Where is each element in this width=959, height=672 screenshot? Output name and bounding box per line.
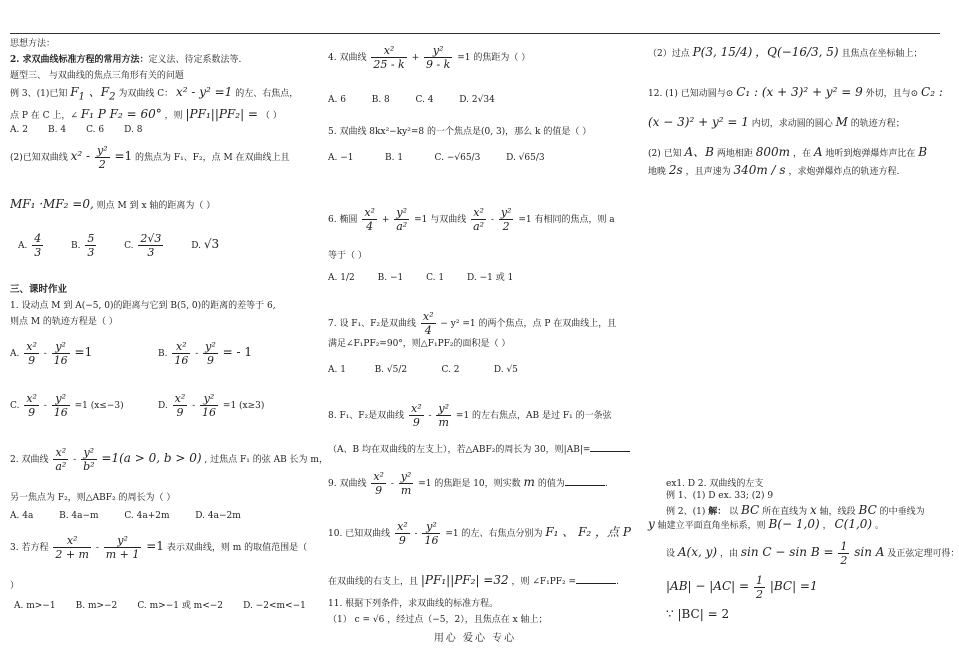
section-heading: 三、课时作业 (10, 284, 68, 295)
text-line: ） (10, 581, 20, 591)
text-line: 2. 双曲线 $\frac{\text{x²}}{\text{a²}}$ - $\frac{\text{y²}}{\text{b²}}$ =1(a > 0, b > 0) , 过焦点 F₁ 的弦 AB 长为 m， (10, 446, 328, 473)
text-line: (2) 已知 A、B 两地相距 800m ，在 A 地听到炮弹爆炸声比在 B (648, 145, 928, 159)
text-line: 1. 设动点 M 到 A(−5, 0)的距离与它到 B(5, 0)的距离的差等于 6, (10, 301, 276, 311)
text-line: 10. 已知双曲线 $\frac{\text{x²}}{9}$ - $\frac{\text{y²}}{16}$ =1 的左、右焦点分别为 F₁ 、 F₂ ，点 P (328, 520, 631, 547)
options-row: A. m>−1 B. m>−2 C. m>−1 或 m<−2 D. −2<m<−1 (14, 601, 306, 611)
text-line: 5. 双曲线 8kx²−ky²=8 的一个焦点是(0, 3)，那么 k 的值是（ ） (328, 127, 592, 137)
option: C. $\frac{\text{x²}}{9}$ - $\frac{\text{y²}}{16}$ =1 (x≤−3) (10, 392, 124, 419)
text-line: 4. 双曲线 $\frac{\text{x²}}{25 - k}$ + $\frac{\text{y²}}{9 - k}$ =1 的焦距为（ ） (328, 44, 531, 71)
text-line: 另一焦点为 F₂，则△ABF₂ 的周长为（ ） (10, 493, 176, 503)
options-row: A. 1 B. √5/2 C. 2 D. √5 (328, 365, 518, 375)
answer-line: ex1. D 2. 双曲线的左支 (666, 479, 764, 489)
text-line: 3. 若方程 $\frac{\text{x²}}{2 + m}$ - $\frac{\text{y²}}{m + 1}$ =1 表示双曲线，则 m 的取值范围是（ (10, 534, 308, 561)
text-line: 则点 M 的轨迹方程是（ ） (10, 317, 118, 327)
text-line: 11. 根据下列条件，求双曲线的标准方程。 (328, 599, 499, 609)
text-line: 地晚 2s ，且声速为 340m / s ，求炮弹爆炸点的轨迹方程. (648, 163, 900, 177)
text-line: (2)已知双曲线 x² - $\frac{\text{y²}}{2}$ =1 的焦点为 F₁、F₂，点 M 在双曲线上且 (10, 144, 290, 171)
footer: 用心 爱心 专心 (433, 633, 517, 644)
section-heading: 题型三、 与双曲线的焦点三角形有关的问题 (10, 71, 184, 81)
options-row: A. $\frac{4}{3}$ B. $\frac{5}{3}$ C. $\frac{2√3}{3}$ D. √3 (18, 232, 220, 259)
option: B. $\frac{\text{x²}}{16}$ - $\frac{\text{y²}}{9}$ = - 1 (158, 340, 252, 367)
options-row: A. 1/2 B. −1 C. 1 D. −1 或 1 (328, 273, 514, 283)
answer-line: ∵ |BC| = 2 (666, 607, 730, 621)
options-row: A. 2 B. 4 C. 6 D. 8 (10, 125, 143, 135)
fraction: $\frac{\text{y²}}{2}$ (96, 144, 108, 171)
text-line: 例 3、(1)已知 $F_1$ 、$F_2$ 为双曲线 C： x² - y² =1 的左、右焦点， (10, 85, 299, 103)
text-line: 点 P 在 C 上，∠ F₁ P F₂ = 60° ，则 |PF₁||PF₂| = （ ） (10, 107, 282, 121)
text-line: 12. (1) 已知动圆与⊙ C₁ : (x + 3)² + y² = 9 外切，且与⊙ C₂ : (648, 85, 943, 99)
text-line: 思想方法： (10, 39, 56, 49)
text-line: （1） c = √6 ，经过点（−5，2），且焦点在 x 轴上； (328, 615, 548, 625)
options-row: A. 6 B. 8 C. 4 D. 2√34 (328, 95, 495, 105)
answer-line: |AB| − |AC| = $\frac{1}{2}$ |BC| =1 (666, 574, 818, 601)
text-line: MF₁ ·MF₂ =0, 则点 M 到 x 轴的距离为（ ） (10, 197, 216, 211)
text-line: 在双曲线的右支上，且 |PF₁||PF₂| =32 ，则 ∠F₁PF₂ = . (328, 573, 619, 587)
text-line: （A、B 均在双曲线的左支上），若△ABF₂的周长为 30，则|AB|= (328, 444, 630, 456)
answer-line: 例 1、(1) D ex. 33; (2) 9 (666, 491, 774, 501)
text-line: 9. 双曲线 $\frac{\text{x²}}{9}$ - $\frac{\text{y²}}{m}$ =1 的焦距是 10，则实数 m 的值为 . (328, 470, 608, 497)
options-row: A. −1 B. 1 C. −√65/3 D. √65/3 (328, 153, 545, 163)
text-line: 8. F₁、F₂是双曲线 $\frac{\text{x²}}{9}$ - $\frac{\text{y²}}{m}$ =1 的左右焦点，AB 是过 F₁ 的一条弦 (328, 402, 612, 429)
text-line: 满足∠F₁PF₂=90°，则△F₁PF₂的面积是（ ） (328, 339, 511, 349)
text-line: 7. 设 F₁、F₂是双曲线 $\frac{\text{x²}}{4}$ − y² =1 的两个焦点，点 P 在双曲线上，且 (328, 310, 617, 337)
answer-line: 设 A(x, y) ，由 sin C − sin B = $\frac{1}{2}$ sin A 及正弦定理可得： (666, 540, 959, 567)
options-row: A. 4a B. 4a−m C. 4a+2m D. 4a−2m (10, 511, 241, 521)
answer-line: 例 2、(1) 解： 以 BC 所在直线为 x 轴，线段 BC 的中垂线为 (666, 503, 925, 517)
option: A. $\frac{\text{x²}}{9}$ - $\frac{\text{y²}}{16}$ =1 (10, 340, 93, 367)
answer-line: y 轴建立平面直角坐标系，则 B(− 1,0) ， C(1,0) 。 (648, 517, 884, 531)
header-rule (10, 33, 940, 34)
text-line: （2）过点 P(3, 15/4) ，Q(−16/3, 5) 且焦点在坐标轴上； (648, 45, 923, 59)
text-line: (x − 3)² + y² = 1 内切，求动圆的圆心 M 的轨迹方程； (648, 115, 905, 129)
text-line: 等于（ ） (328, 251, 367, 261)
text-line: 2. 求双曲线标准方程的常用方法：定义法、待定系数法等. (10, 55, 242, 65)
text-line: 6. 椭圆 $\frac{\text{x²}}{4}$ + $\frac{\text{y²}}{\text{a²}}$ =1 与双曲线 $\frac{\text{x²}}{\text{a²}}$ - $\frac{\text{y²}}{2}$ =1 有相同的焦点，则 a (328, 206, 615, 233)
option: D. $\frac{\text{x²}}{9}$ - $\frac{\text{y²}}{16}$ =1 (x≥3) (158, 392, 265, 419)
